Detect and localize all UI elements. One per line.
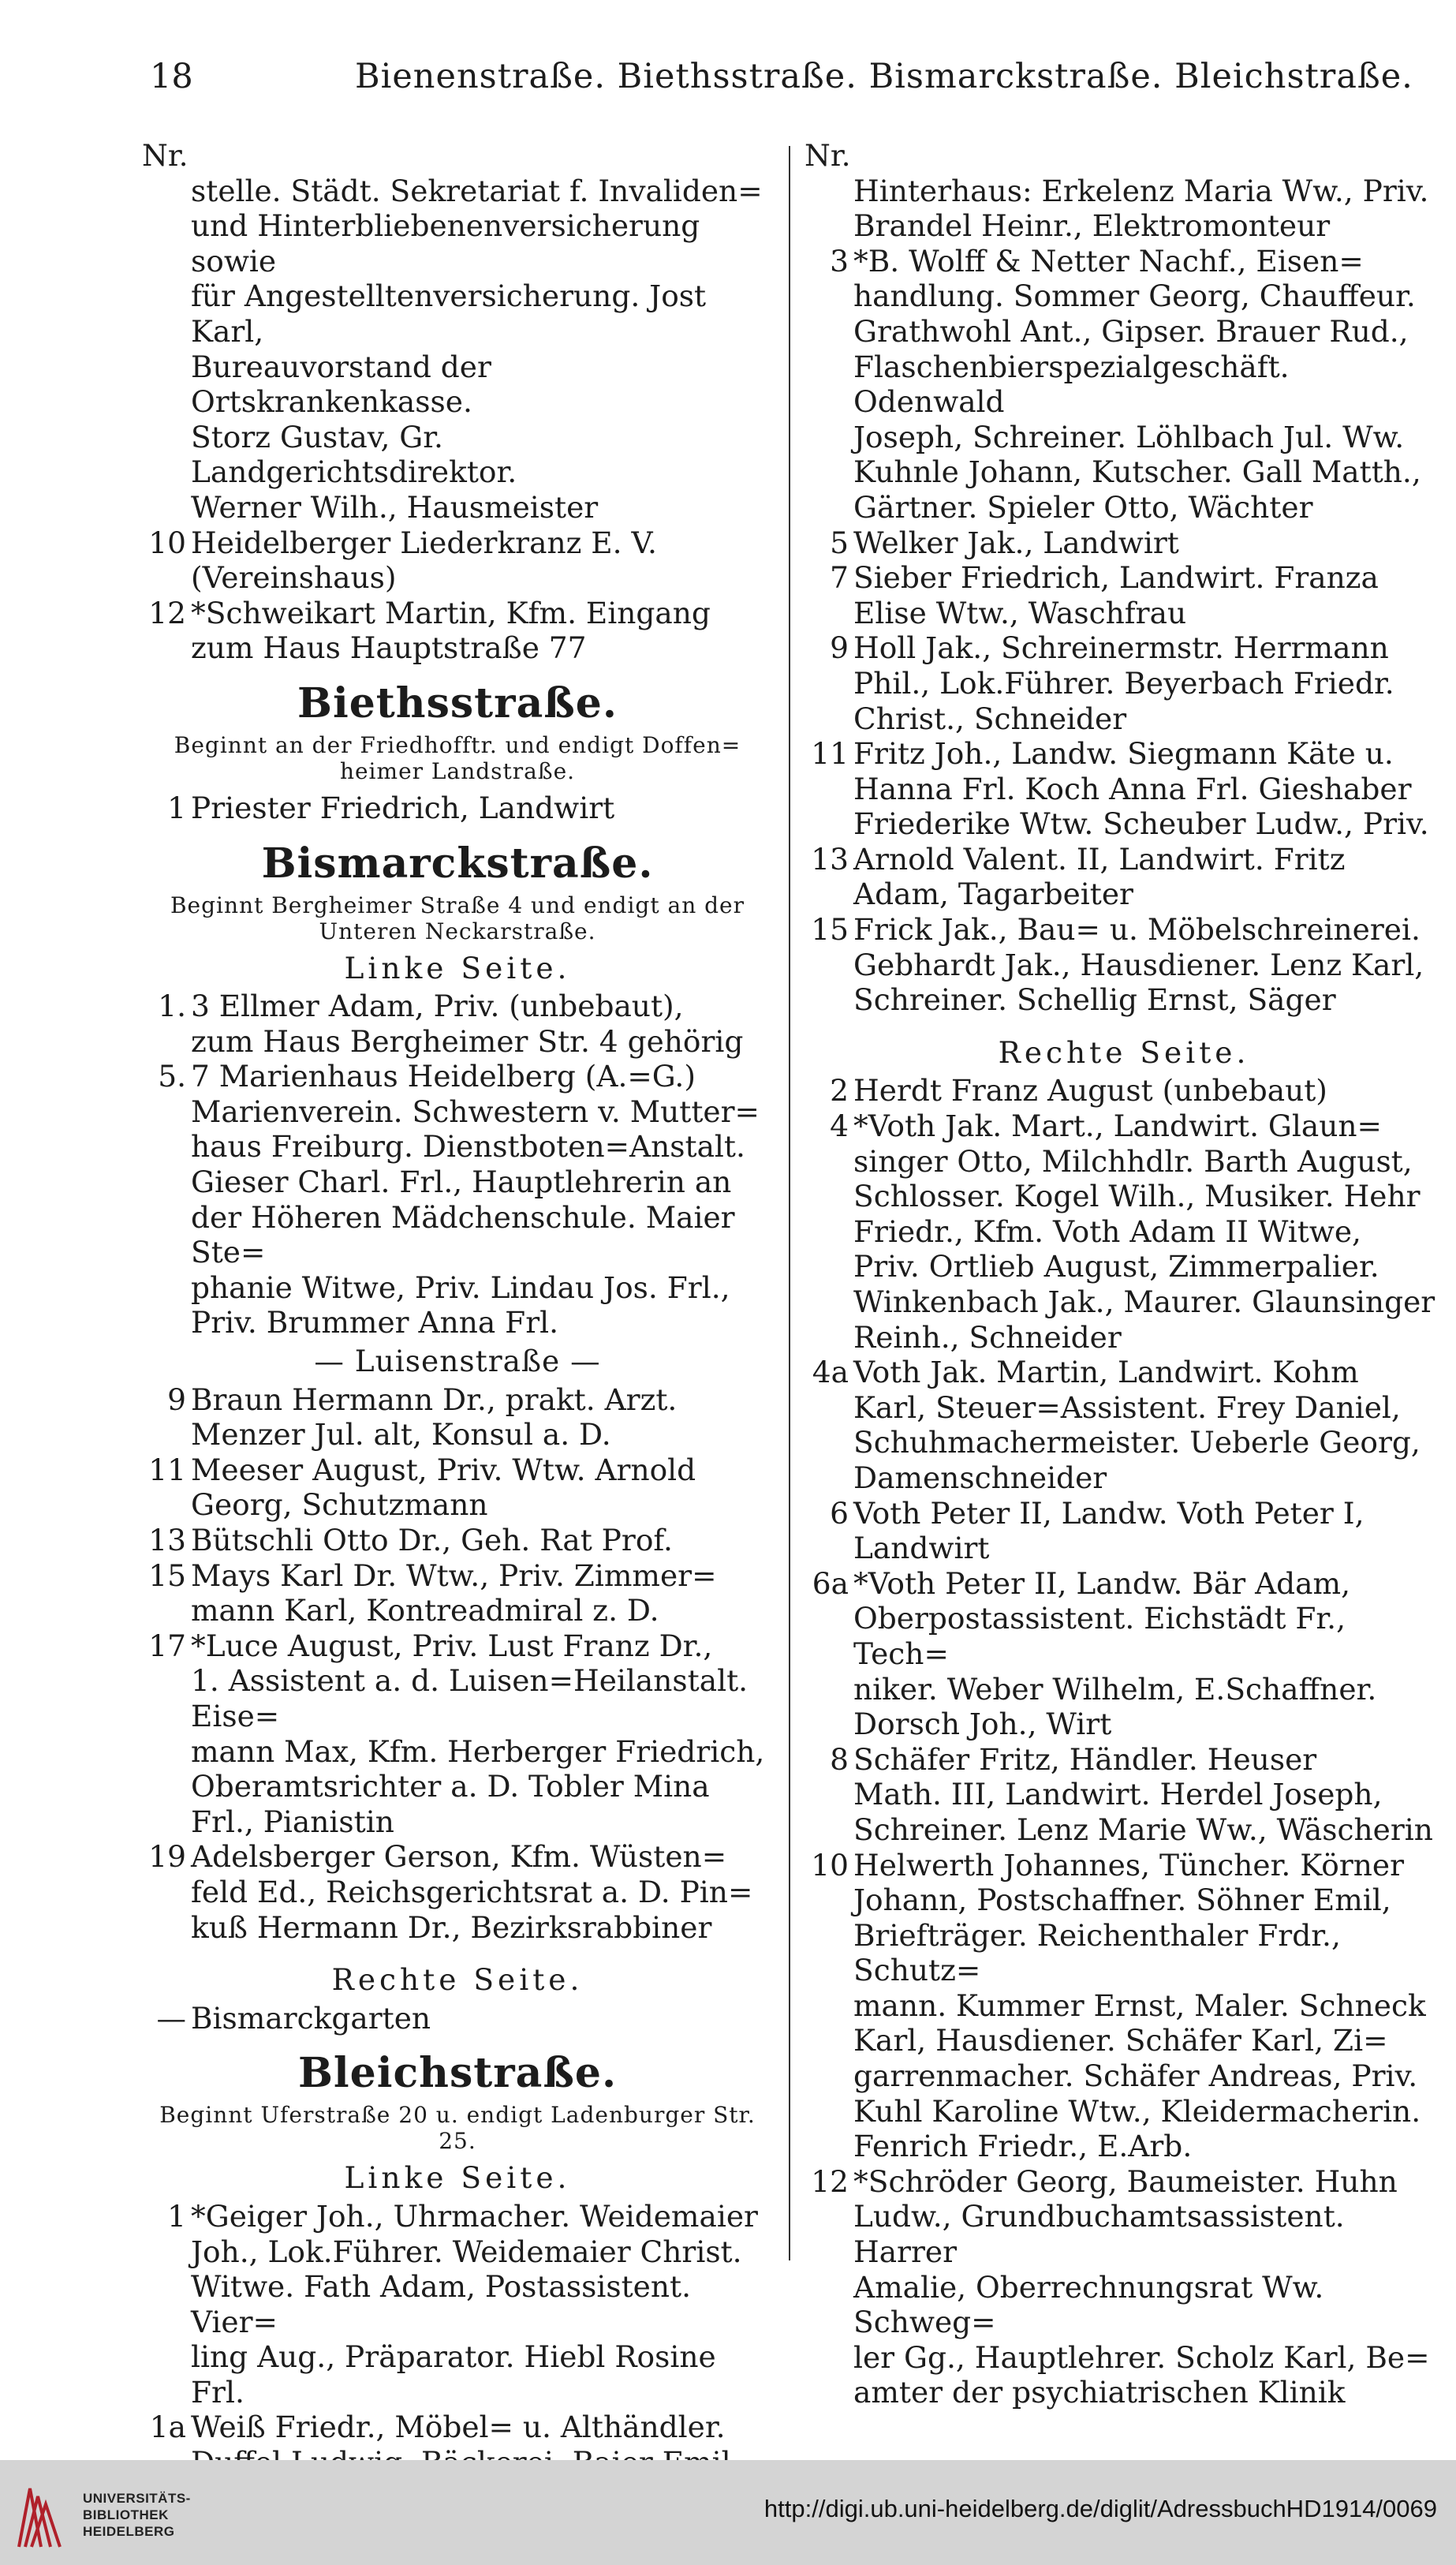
street-title-biethsstrasse: Biethsstraße. — [297, 679, 618, 727]
entry-line: *Luce August, Priv. Lust Franz Dr., — [191, 1628, 713, 1663]
entry-line: Phil., Lok.Führer. Beyerbach Friedr. — [853, 665, 1394, 701]
page-number: 18 — [150, 57, 193, 96]
entry-list — [142, 989, 773, 1340]
entry-line: Schuhmachermeister. Ueberle Georg, — [853, 1425, 1421, 1460]
entry-line: *Voth Peter II, Landw. Bär Adam, — [853, 1565, 1351, 1601]
entry-list — [805, 1073, 1443, 2410]
address-entry — [805, 630, 1443, 736]
entry-line: Marienverein. Schwestern v. Mutter= — [191, 1094, 760, 1129]
house-number: 4 — [830, 1109, 849, 1144]
entry-line: Bismarckgarten — [191, 2000, 431, 2036]
entry-list — [142, 2001, 773, 2036]
entry-line: Ludw., Grundbuchamtsassistent. Harrer — [853, 2199, 1345, 2270]
house-number: 3 — [830, 243, 849, 279]
entry-line: Voth Peter II, Landw. Voth Peter I, — [853, 1495, 1365, 1531]
address-entry — [805, 560, 1443, 630]
entry-line: kuß Hermann Dr., Bezirksrabbiner — [191, 1909, 712, 1945]
entry-line: Arnold Valent. II, Landwirt. Fritz — [853, 841, 1346, 877]
entry-line: Georg, Schutzmann — [191, 1487, 488, 1523]
address-entry — [142, 2199, 773, 2410]
entry-line: Holl Jak., Schreinermstr. Herrmann — [853, 630, 1389, 666]
entry-line: *Schröder Georg, Baumeister. Huhn — [853, 2163, 1398, 2199]
entry-line: Amalie, Oberrechnungsrat Ww. Schweg= — [853, 2269, 1324, 2340]
entry-line: Schreiner. Schellig Ernst, Säger — [853, 982, 1336, 1018]
entry-line: Bütschli Otto Dr., Geh. Rat Prof. — [191, 1523, 673, 1557]
entry-line: Mays Karl Dr. Wtw., Priv. Zimmer= — [191, 1557, 717, 1593]
entry-line: Adelsberger Gerson, Kfm. Wüsten= — [191, 1839, 727, 1875]
entry-line: Friedr., Kfm. Voth Adam II Witwe, — [853, 1213, 1361, 1249]
text-line: Bureauvorstand der Ortskrankenkasse. — [191, 349, 491, 420]
entry-line: Flaschenbierspezialgeschäft. Odenwald — [853, 349, 1290, 420]
street-title-bismarckstrasse: Bismarckstraße. — [261, 839, 654, 888]
entry-line: *B. Wolff & Netter Nachf., Eisen= — [853, 243, 1364, 279]
entry-line: zum Haus Bergheimer Str. 4 gehörig — [191, 1023, 744, 1059]
address-entry — [805, 1355, 1443, 1495]
entry-line: Frick Jak., Bau= u. Möbelschreinerei. — [853, 912, 1421, 948]
entry-line: Grathwohl Ant., Gipser. Brauer Rud., — [853, 313, 1409, 349]
entry-line: Helwerth Johannes, Tüncher. Körner — [853, 1847, 1405, 1883]
address-entry — [805, 1073, 1443, 1109]
entry-line: ling Aug., Präparator. Hiebl Rosine Frl. — [191, 2339, 716, 2410]
house-number: 6a — [812, 1565, 849, 1601]
address-entry — [805, 1848, 1443, 2164]
entry-line: Christ., Schneider — [853, 701, 1127, 736]
street-title-bleichstrasse: Bleichstraße. — [297, 2049, 618, 2098]
house-number: 5. — [158, 1059, 186, 1094]
house-number: 11 — [811, 736, 849, 772]
text-line: heimer Landstraße. — [339, 757, 576, 784]
entry-line: mann. Kummer Ernst, Maler. Schneck — [853, 1987, 1426, 2023]
entry-line: Priv. Ortlieb August, Zimmerpalier. — [853, 1249, 1379, 1284]
entry-line: Briefträger. Reichenthaler Frdr., Schutz= — [853, 1917, 1341, 1988]
address-entry — [805, 1496, 1443, 1566]
address-entry — [142, 596, 773, 666]
house-number: 11 — [148, 1452, 186, 1487]
entry-line: 7 Marienhaus Heidelberg (A.=G.) — [191, 1059, 696, 1094]
house-number: 6 — [830, 1495, 849, 1531]
entry-list — [142, 1382, 773, 1946]
entry-line: Schäfer Fritz, Händler. Heuser — [853, 1741, 1317, 1777]
text-line: Beginnt Bergheimer Straße 4 und endigt an der — [170, 892, 745, 918]
entry-line: *Voth Jak. Mart., Landwirt. Glaun= — [853, 1109, 1382, 1144]
entry-line: Welker Jak., Landwirt — [853, 525, 1179, 560]
entry-line: mann Max, Kfm. Herberger Friedrich, — [191, 1733, 765, 1769]
library-name-line: UNIVERSITÄTS- — [83, 2491, 191, 2506]
entry-line: Oberpostassistent. Eichstädt Fr., Tech= — [853, 1601, 1346, 1671]
footer-bar — [0, 2460, 1456, 2565]
entry-line: Sieber Friedrich, Landwirt. Franza — [853, 560, 1379, 596]
entry-line: garrenmacher. Schäfer Andreas, Priv. — [853, 2058, 1418, 2094]
house-number: — — [156, 2000, 186, 2036]
house-number: 17 — [148, 1628, 186, 1663]
library-name-line: HEIDELBERG — [83, 2524, 175, 2539]
entry-line: handlung. Sommer Georg, Chauffeur. — [853, 279, 1416, 314]
house-number: 1. — [158, 989, 186, 1024]
address-entry — [142, 1839, 773, 1945]
entry-line: zum Haus Hauptstraße 77 — [191, 630, 587, 666]
house-number: 1a — [149, 2410, 186, 2445]
address-entry — [142, 1558, 773, 1628]
entry-line: amter der psychiatrischen Klinik — [853, 2375, 1346, 2410]
entry-line: Frl., Pianistin — [191, 1804, 394, 1839]
house-number: 2 — [830, 1073, 849, 1109]
entry-line: niker. Weber Wilhelm, E.Schaffner. — [853, 1671, 1377, 1707]
address-entry — [805, 2164, 1443, 2410]
address-entry — [805, 1566, 1443, 1742]
entry-line: Gieser Charl. Frl., Hauptlehrerin an — [191, 1165, 732, 1200]
entry-line: Weiß Friedr., Möbel= u. Althändler. — [191, 2410, 726, 2445]
entry-line: Herdt Franz August (unbebaut) — [853, 1073, 1327, 1109]
entry-line: Gärtner. Spieler Otto, Wächter — [853, 489, 1313, 525]
address-entry — [142, 1523, 773, 1558]
source-url-link[interactable]: http://digi.ub.uni-heidelberg.de/diglit/AdressbuchHD1914/0069 — [763, 2495, 1437, 2522]
entry-line: phanie Witwe, Priv. Lindau Jos. Frl., — [191, 1269, 730, 1305]
text-line: stelle. Städt. Sekretariat f. Invaliden= — [191, 173, 763, 208]
entry-line: Hanna Frl. Koch Anna Frl. Gieshaber — [853, 771, 1412, 806]
library-name — [83, 2490, 191, 2540]
entry-line: Gebhardt Jak., Hausdiener. Lenz Karl, — [853, 947, 1424, 982]
continuation-entry — [805, 174, 1443, 244]
house-number: 10 — [148, 525, 186, 560]
entry-line: Joh., Lok.Führer. Weidemaier Christ. — [191, 2234, 742, 2269]
address-entry — [142, 791, 773, 826]
side-heading-left: Linke Seite. — [344, 950, 571, 985]
street-description — [142, 732, 773, 784]
text-line: Unteren Neckarstraße. — [319, 918, 596, 944]
address-entry — [805, 736, 1443, 842]
entry-line: haus Freiburg. Dienstboten=Anstalt. — [191, 1129, 745, 1165]
entry-line: Math. III, Landwirt. Herdel Joseph, — [853, 1777, 1383, 1812]
entry-line: Braun Hermann Dr., prakt. Arzt. — [191, 1382, 678, 1417]
entry-line: Fenrich Friedr., E.Arb. — [853, 2129, 1193, 2164]
address-entry — [142, 1382, 773, 1453]
library-name-line: BIBLIOTHEK — [83, 2507, 169, 2522]
entry-line: der Höheren Mädchenschule. Maier Ste= — [191, 1199, 735, 1270]
text-line: Werner Wilh., Hausmeister — [191, 489, 599, 525]
house-number: 8 — [830, 1741, 849, 1777]
address-entry — [805, 912, 1443, 1018]
entry-line: Karl, Hausdiener. Schäfer Karl, Zi= — [853, 2023, 1388, 2058]
entry-line: Priv. Brummer Anna Frl. — [191, 1305, 559, 1340]
entry-line: Voth Jak. Martin, Landwirt. Kohm — [853, 1355, 1359, 1390]
entry-line: *Schweikart Martin, Kfm. Eingang — [191, 595, 711, 630]
house-number: 7 — [830, 560, 849, 596]
university-library-logo-icon — [14, 2474, 69, 2553]
house-number: 15 — [811, 912, 849, 948]
entry-line: Dorsch Joh., Wirt — [853, 1707, 1112, 1742]
entry-line: Witwe. Fath Adam, Postassistent. Vier= — [191, 2269, 691, 2339]
entry-line: Heidelberger Liederkranz E. V. — [191, 525, 657, 560]
house-number: 1 — [167, 790, 186, 825]
entry-line: Karl, Steuer=Assistent. Frey Daniel, — [853, 1389, 1401, 1425]
entry-line: *Geiger Joh., Uhrmacher. Weidemaier — [191, 2198, 758, 2234]
address-entry — [142, 1059, 773, 1340]
cross-street-label: — Luisenstraße — — [314, 1344, 601, 1379]
address-entry — [805, 1109, 1443, 1355]
entry-line: Meeser August, Priv. Wtw. Arnold — [191, 1452, 696, 1487]
page-header — [142, 47, 1413, 103]
column-head-nr: Nr. — [805, 138, 851, 173]
address-entry — [805, 244, 1443, 525]
entry-list — [805, 244, 1443, 1018]
text-line: für Angestelltenversicherung. Jost Karl, — [191, 279, 707, 349]
entry-line: Schlosser. Kogel Wilh., Musiker. Hehr — [853, 1179, 1421, 1214]
entry-line: ler Gg., Hauptlehrer. Scholz Karl, Be= — [853, 2339, 1430, 2375]
entry-line: Schreiner. Lenz Marie Ww., Wäscherin — [853, 1812, 1433, 1847]
entry-line: Adam, Tagarbeiter — [853, 877, 1133, 912]
address-entry — [142, 525, 773, 596]
house-number: 4a — [812, 1355, 849, 1390]
entry-line: Johann, Postschaffner. Söhner Emil, — [853, 1883, 1391, 1918]
entry-line: singer Otto, Milchhdlr. Barth August, — [853, 1143, 1413, 1179]
house-number: 15 — [148, 1557, 186, 1593]
text-line: Hinterhaus: Erkelenz Maria Ww., Priv. — [853, 173, 1429, 208]
entry-list — [142, 525, 773, 666]
text-line: und Hinterbliebenenversicherung sowie — [191, 208, 700, 279]
entry-line: Elise Wtw., Waschfrau — [853, 595, 1187, 630]
entry-line: Kuhnle Johann, Kutscher. Gall Matth., — [853, 454, 1421, 490]
side-heading-left: Linke Seite. — [344, 2160, 571, 2196]
text-line: Storz Gustav, Gr. Landgerichtsdirektor. — [191, 419, 517, 490]
address-entry — [142, 2001, 773, 2036]
address-entry — [142, 1453, 773, 1523]
entry-line: Damenschneider — [853, 1460, 1107, 1495]
continuation-entry — [142, 174, 773, 525]
entry-line: mann Karl, Kontreadmiral z. D. — [191, 1593, 659, 1628]
entry-line: Menzer Jul. alt, Konsul a. D. — [191, 1417, 611, 1453]
text-line: Beginnt an der Friedhofftr. und endigt Doffen= — [174, 731, 741, 758]
entry-line: Kuhl Karoline Wtw., Kleidermacherin. — [853, 2093, 1421, 2129]
house-number: 10 — [811, 1847, 849, 1883]
left-column — [142, 138, 773, 2445]
entry-line: Friederike Wtw. Scheuber Ludw., Priv. — [853, 806, 1429, 842]
entry-line: Priester Friedrich, Landwirt — [191, 790, 615, 825]
entry-line: 1. Assistent a. d. Luisen=Heilanstalt. Eise= — [191, 1663, 749, 1733]
entry-line: Oberamtsrichter a. D. Tobler Mina — [191, 1769, 710, 1804]
house-number: 12 — [811, 2163, 849, 2199]
entry-line: Joseph, Schreiner. Löhlbach Jul. Ww. — [853, 419, 1405, 454]
text-line: Brandel Heinr., Elektromonteur — [853, 208, 1331, 244]
street-description — [142, 892, 773, 944]
text-line: Beginnt Uferstraße 20 u. endigt Ladenburger Str. 25. — [159, 2102, 756, 2155]
right-column — [805, 138, 1443, 2410]
address-entry — [142, 1628, 773, 1840]
house-number: 9 — [167, 1382, 186, 1417]
entry-list — [142, 791, 773, 826]
house-number: 13 — [148, 1523, 186, 1557]
entry-line: feld Ed., Reichsgerichtsrat a. D. Pin= — [191, 1874, 753, 1909]
house-number: 5 — [830, 525, 849, 560]
address-entry — [805, 525, 1443, 561]
house-number: 1 — [167, 2198, 186, 2234]
side-heading-right: Rechte Seite. — [998, 1034, 1250, 1070]
entry-line: Landwirt — [853, 1531, 990, 1566]
house-number: 12 — [148, 595, 186, 630]
page-title: Bienenstraße. Biethsstraße. Bismarckstraße. Bleichstraße. — [355, 57, 1413, 96]
entry-line: Winkenbach Jak., Maurer. Glaunsinger — [853, 1284, 1435, 1319]
house-number: 13 — [811, 841, 849, 877]
entry-line: Reinh., Schneider — [853, 1319, 1122, 1355]
entry-line: (Vereinshaus) — [191, 560, 397, 596]
address-entry — [805, 1742, 1443, 1848]
column-divider — [789, 146, 790, 2260]
entry-line: 3 Ellmer Adam, Priv. (unbebaut), — [191, 989, 684, 1024]
house-number: 9 — [830, 630, 849, 666]
address-entry — [142, 989, 773, 1059]
address-entry — [805, 842, 1443, 912]
entry-line: Fritz Joh., Landw. Siegmann Käte u. — [853, 736, 1394, 772]
street-description — [142, 2102, 773, 2154]
house-number: 19 — [148, 1839, 186, 1875]
side-heading-right: Rechte Seite. — [331, 1962, 584, 1998]
column-head-nr: Nr. — [142, 138, 189, 173]
